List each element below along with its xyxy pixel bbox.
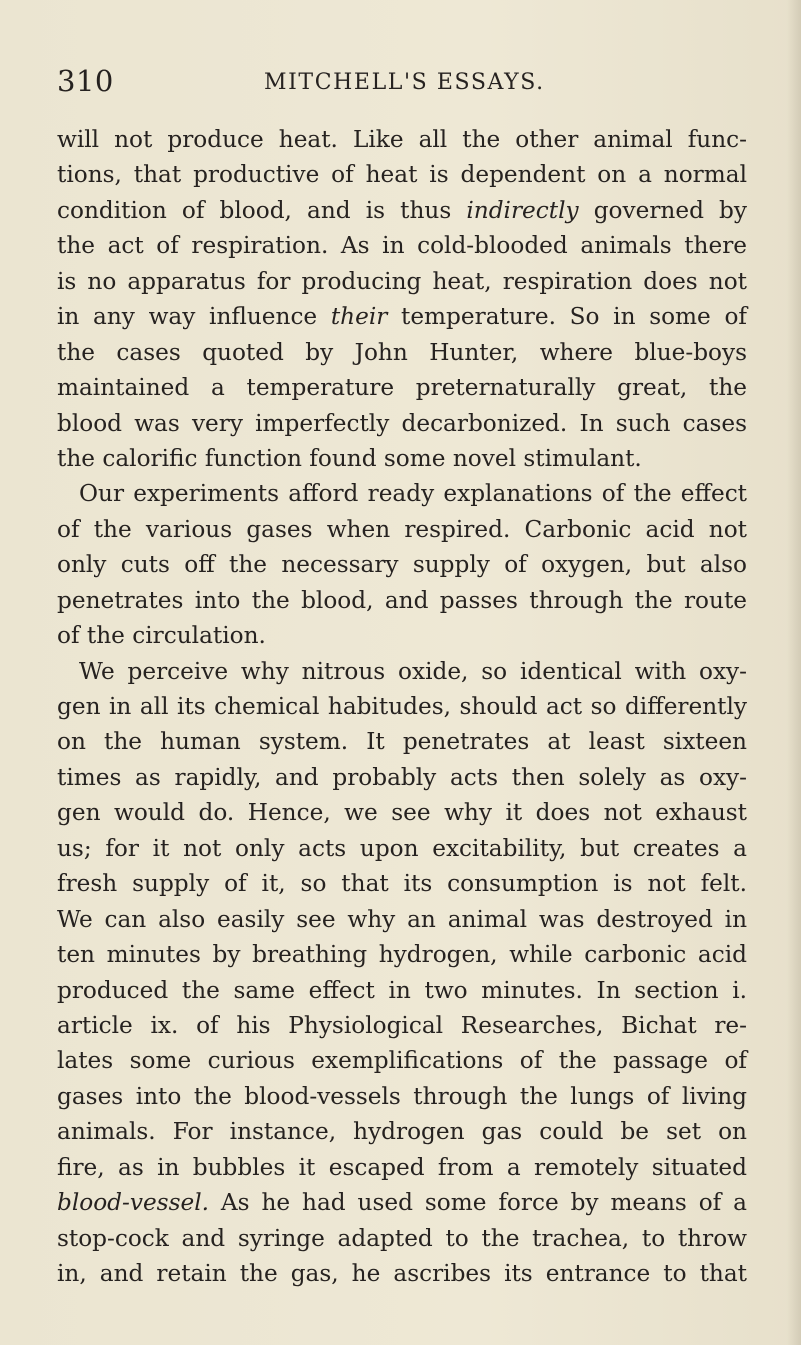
italic-emphasis: indirectly [466, 196, 579, 224]
text-line: gen in all its chemical habitudes, should act so differently [57, 693, 747, 720]
text-line: the act of respiration. As in cold-blooded animals there [57, 232, 747, 260]
text-line: ten minutes by breathing hydrogen, while carbonic acid [57, 941, 747, 969]
text-line: of the various gases when respired. Carbonic acid not [57, 515, 747, 543]
page-number: 310 [57, 64, 114, 98]
text-run: in any way influence [57, 303, 331, 331]
text-line: the cases quoted by John Hunter, where blue-boys [57, 338, 747, 366]
text-line [57, 1185, 747, 1220]
italic-emphasis: their [330, 303, 388, 331]
text-run: As he had used some force by means of a [209, 1189, 747, 1217]
text-line: penetrates into the blood, and passes through the route [57, 586, 747, 614]
italic-emphasis: blood-vessel. [57, 1189, 209, 1217]
text-line: is no apparatus for producing heat, respiration does not [57, 267, 747, 295]
text-run: governed by [578, 196, 747, 224]
running-head: MITCHELL'S ESSAYS. [264, 70, 545, 95]
paragraph-end-line: of the circulation. [57, 622, 266, 650]
text-line: fresh supply of it, so that its consumption is not felt. [57, 870, 747, 898]
text-line: times as rapidly, and probably acts then solely as oxy- [57, 763, 747, 791]
text-run: condition of blood, and is thus [57, 196, 467, 224]
text-line [57, 299, 747, 334]
text-line: stop-cock and syringe adapted to the trachea, to throw [57, 1224, 747, 1252]
text-line: article ix. of his Physiological Researches, Bichat re- [57, 1011, 747, 1039]
text-line: tions, that productive of heat is dependent on a normal [57, 161, 747, 189]
paragraph-start-line: Our experiments afford ready explanations of the effect [79, 480, 747, 508]
text-line: fire, as in bubbles it escaped from a remotely situated [57, 1153, 747, 1181]
text-line: We can also easily see why an animal was destroyed in [57, 905, 747, 933]
text-line: animals. For instance, hydrogen gas could be set on [57, 1118, 747, 1146]
text-line: gen would do. Hence, we see why it does not exhaust [57, 799, 747, 827]
paragraph-end-line: the calorific function found some novel stimulant. [57, 444, 642, 472]
text-line: will not produce heat. Like all the other animal func- [57, 126, 747, 153]
page-edge-shadow [787, 0, 801, 1345]
text-line: produced the same effect in two minutes. In section i. [57, 976, 747, 1004]
text-line: gases into the blood-vessels through the lungs of living [57, 1082, 747, 1110]
page-header [57, 64, 747, 104]
text-line: only cuts off the necessary supply of oxygen, but also [57, 551, 747, 579]
text-line: maintained a temperature preternaturally great, the [57, 374, 747, 402]
text-line [57, 193, 747, 228]
text-run: temperature. So in some of [387, 303, 747, 331]
text-line: on the human system. It penetrates at least sixteen [57, 728, 747, 756]
text-line: us; for it not only acts upon excitability, but creates a [57, 834, 747, 862]
paragraph-start-line: We perceive why nitrous oxide, so identical with oxy- [79, 657, 747, 685]
text-line: lates some curious exemplifications of the passage of [57, 1047, 747, 1075]
body-text [57, 122, 747, 1291]
text-line: blood was very imperfectly decarbonized. In such cases [57, 409, 747, 437]
text-line: in, and retain the gas, he ascribes its entrance to that [57, 1260, 747, 1287]
